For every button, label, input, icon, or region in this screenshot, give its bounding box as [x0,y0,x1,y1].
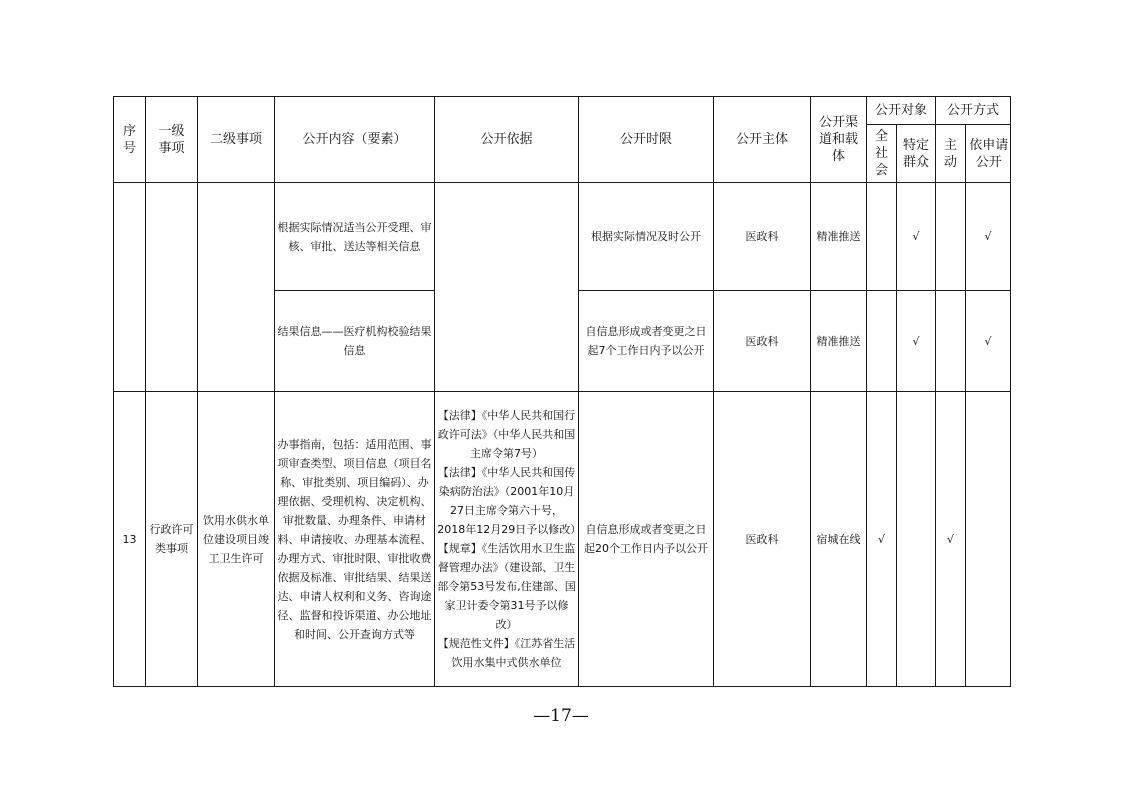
table-row [114,392,1011,687]
row-object-all [867,291,897,392]
row-basis: 【法律】《中华人民共和国行政许可法》（中华人民共和国主席令第7号） 【法律】《中华人民共和国传染病防治法》（2001年10月27日主席令第六十号，2018年12月29日予以修改） 【规章】《生活饮用水卫生监督管理办法》（建设部、卫生部令第53号发布,住建部、国家卫计委令第31号予以修改） 【规范性文件】《江苏省生活饮用水集中式供水单位 [435,392,579,687]
row-object-specific [897,392,936,687]
row-method-request [966,392,1011,687]
row-basis [435,183,579,392]
row-channel: 精准推送 [811,291,867,392]
row-time-limit: 根据实际情况及时公开 [579,183,714,291]
header-object-specific: 特定群众 [897,125,936,183]
row-seq [114,183,146,392]
row-time-limit: 自信息形成或者变更之日起20个工作日内予以公开 [579,392,714,687]
row-level2: 饮用水供水单位建设项目竣工卫生许可 [198,392,275,687]
row-content: 结果信息——医疗机构校验结果信息 [275,291,435,392]
row-method-active [936,291,966,392]
row-content: 根据实际情况适当公开受理、审核、审批、送达等相关信息 [275,183,435,291]
header-row-1 [114,97,1011,125]
row-channel: 宿城在线 [811,392,867,687]
header-method-request: 依申请公开 [966,125,1011,183]
header-content: 公开内容（要素） [275,97,435,183]
disclosure-table [113,96,1011,687]
row-object-all: √ [867,392,897,687]
header-time-limit: 公开时限 [579,97,714,183]
row-subject: 医政科 [714,291,811,392]
row-object-all [867,183,897,291]
header-object-all: 全社会 [867,125,897,183]
header-method-group: 公开方式 [936,97,1011,125]
row-object-specific: √ [897,291,936,392]
row-content: 办事指南，包括：适用范围、事项审查类型、项目信息（项目名称、审批类别、项目编码）、办理依据、受理机构、决定机构、审批数量、办理条件、申请材料、申请接收、办理基本流程、办理方式、审批时限、审批收费依据及标准、审批结果、结果送达、申请人权利和义务、咨询途径、监督和投诉渠道、办公地址和时间、公开查询方式等 [275,392,435,687]
row-method-active [936,183,966,291]
header-seq: 序号 [114,97,146,183]
row-time-limit: 自信息形成或者变更之日起7个工作日内予以公开 [579,291,714,392]
row-channel: 精准推送 [811,183,867,291]
row-subject: 医政科 [714,392,811,687]
table-row [114,183,1011,291]
header-subject: 公开主体 [714,97,811,183]
row-level1 [146,183,198,392]
header-level2: 二级事项 [198,97,275,183]
page-number: —17— [533,706,589,726]
header-object-group: 公开对象 [867,97,936,125]
row-method-request: √ [966,291,1011,392]
row-method-active: √ [936,392,966,687]
row-method-request: √ [966,183,1011,291]
header-channel: 公开渠道和载体 [811,97,867,183]
row-seq: 13 [114,392,146,687]
row-level1: 行政许可类事项 [146,392,198,687]
header-basis: 公开依据 [435,97,579,183]
header-method-active: 主动 [936,125,966,183]
row-subject: 医政科 [714,183,811,291]
row-object-specific: √ [897,183,936,291]
header-level1: 一级事项 [146,97,198,183]
row-level2 [198,183,275,392]
